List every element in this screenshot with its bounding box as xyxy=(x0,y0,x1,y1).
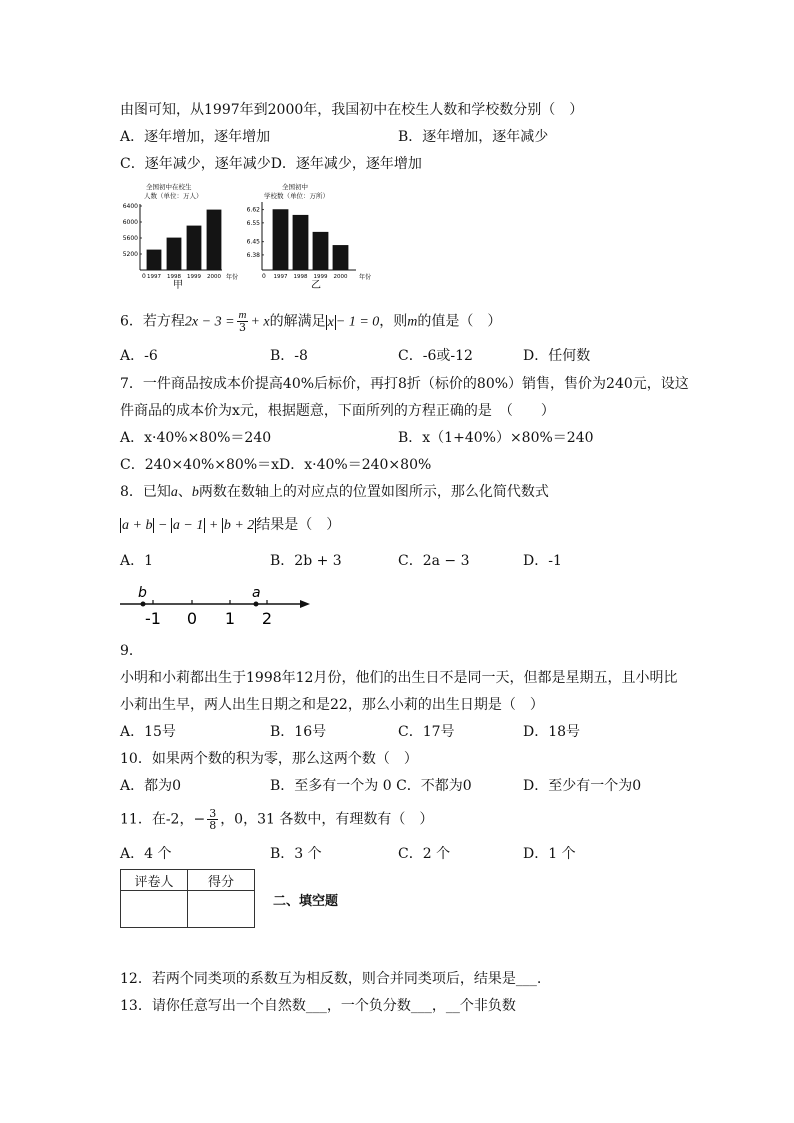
chart-yi-xtick-1999: 1999 xyxy=(313,274,328,280)
number-line-tick-1: 1 xyxy=(224,609,236,628)
chart-yi-bar-1999 xyxy=(313,232,328,270)
q6-option-d: D．任何数 xyxy=(523,348,591,364)
number-line-point-a: a xyxy=(252,585,261,601)
q5-option-cd: C．逐年减少，逐年减少D．逐年减少，逐年增加 xyxy=(120,156,422,172)
q9-option-c: C．17号 xyxy=(398,724,455,740)
q8-expression: a + b − a − 1 + b + 2 结果是（ ） xyxy=(122,517,341,533)
chart-jia-bar-1997 xyxy=(147,250,161,270)
q8-option-b: B．2b + 3 xyxy=(270,553,342,569)
q10-stem: 10．如果两个数的积为零，那么这两个数（ ） xyxy=(120,751,418,767)
q9-line-1: 小明和小莉都出生于1998年12月份，他们的出生日不是同一天，但都是星期五，且小明比 xyxy=(120,670,678,686)
chart-yi-bar-1998 xyxy=(293,215,308,270)
score-table-grader-cell[interactable] xyxy=(121,891,188,928)
chart-jia-ytick-1: 6000 xyxy=(122,219,138,226)
q11-option-a: A．4 个 xyxy=(120,846,172,862)
q13-stem: 13．请你任意写出一个自然数___，一个负分数___，__个非负数 xyxy=(120,998,516,1014)
chart-jia-title-1: 全国初中在校生 xyxy=(146,183,192,191)
chart-jia-title-2: 人数（单位：万人） xyxy=(144,192,203,200)
q10-option-d: D．至少有一个为0 xyxy=(523,778,642,794)
number-line-point-b: b xyxy=(138,585,147,601)
q11-option-b: B．3 个 xyxy=(270,846,322,862)
q8-option-c: C．2a − 3 xyxy=(398,553,470,569)
q11-stem: 11．在-2，− $\frac{3}{8}$ ，0，31 各数中，有理数有（ ） xyxy=(120,807,434,832)
q8-stem: 8．已知a、b两数在数轴上的对应点的位置如图所示，那么化简代数式 xyxy=(120,484,549,500)
chart-yi xyxy=(242,180,376,292)
chart-jia xyxy=(116,180,240,292)
q7-line-1: 7．一件商品按成本价提高40%后标价，再打8折（标价的80%）销售，售价为240元，设这 xyxy=(120,376,689,392)
chart-jia-bar-1998 xyxy=(167,238,181,270)
q5-stem: 由图可知，从1997年到2000年，我国初中在校生人数和学校数分别（ ） xyxy=(120,102,584,118)
chart-yi-bar-2000 xyxy=(333,245,348,270)
q12-stem: 12．若两个同类项的系数互为相反数，则合并同类项后，结果是___. xyxy=(120,971,542,987)
number-line-tick-0: 0 xyxy=(186,609,198,628)
q8-option-a: A．1 xyxy=(120,553,154,569)
q9-option-d: D．18号 xyxy=(523,724,581,740)
q11-option-d: D．1 个 xyxy=(523,846,576,862)
chart-yi-xtick-1998: 1998 xyxy=(293,274,308,280)
chart-jia-origin: 0 xyxy=(142,273,146,280)
score-table-grader-header: 评卷人 xyxy=(121,870,188,891)
q11-option-c: C．2 个 xyxy=(398,846,451,862)
q7-option-b: B．x（1+40%）×80%＝240 xyxy=(398,430,594,446)
q9-option-a: A．15号 xyxy=(120,724,176,740)
chart-jia-ytick-0: 6400 xyxy=(122,203,138,210)
chart-jia-ytick-3: 5200 xyxy=(122,251,138,258)
chart-jia-xlabel: 年份 xyxy=(226,274,239,281)
chart-yi-bar-1997 xyxy=(273,210,288,270)
score-table-score-cell[interactable] xyxy=(188,891,255,928)
q9-number: 9． xyxy=(120,643,143,659)
chart-jia-xtick-2000: 2000 xyxy=(207,274,221,280)
chart-jia-bar-2000 xyxy=(207,210,221,270)
q9-option-b: B．16号 xyxy=(270,724,327,740)
chart-yi-origin: 0 xyxy=(262,273,266,280)
chart-jia-xtick-1997: 1997 xyxy=(147,274,161,280)
q6-fraction: $\frac{m}{3}$ xyxy=(238,309,247,334)
q8-option-d: D．-1 xyxy=(523,553,562,569)
chart-jia-xtick-1999: 1999 xyxy=(187,274,201,280)
q6-stem: 6．若方程2x − 3 = $\frac{m}{3}$ + x的解满足 x − 1 = 0，则m的值是（ ） xyxy=(120,309,502,334)
chart-jia-bar-1999 xyxy=(187,226,201,270)
chart-yi-ytick-0: 6.62 xyxy=(246,206,260,214)
q7-option-a: A．x·40%×80%＝240 xyxy=(120,430,272,446)
score-table xyxy=(120,869,255,928)
chart-yi-title-2: 学校数（单位：万所） xyxy=(264,192,329,200)
chart-jia-caption: 甲 xyxy=(173,280,183,291)
number-line xyxy=(116,582,316,628)
score-table-score-header: 得分 xyxy=(188,870,255,891)
chart-yi-ytick-3: 6.38 xyxy=(246,251,260,259)
chart-yi-title-1: 全国初中 xyxy=(282,183,308,191)
chart-yi-xlabel: 年份 xyxy=(359,274,372,281)
q6-option-b: B．-8 xyxy=(270,348,308,364)
chart-jia-ytick-2: 5600 xyxy=(122,235,138,242)
section-title: 二、填空题 xyxy=(273,894,339,909)
chart-yi-ytick-2: 6.45 xyxy=(246,238,260,246)
number-line-tick--1: -1 xyxy=(145,609,161,628)
q6-option-a: A．-6 xyxy=(120,348,158,364)
q5-option-b: B．逐年增加，逐年减少 xyxy=(398,129,549,145)
q9-line-2: 小莉出生早，两人出生日期之和是22，那么小莉的出生日期是（ ） xyxy=(120,697,544,713)
q10-option-a: A．都为0 xyxy=(120,778,182,794)
q11-fraction: $\frac{3}{8}$ xyxy=(209,807,217,832)
chart-yi-xtick-1997: 1997 xyxy=(273,274,288,280)
q7-line-2: 件商品的成本价为x元，根据题意，下面所列的方程正确的是 （ ） xyxy=(120,403,555,419)
q7-option-cd: C．240×40%×80%＝xD．x·40%＝240×80% xyxy=(120,457,432,473)
number-line-tick-2: 2 xyxy=(261,609,273,628)
chart-yi-xtick-2000: 2000 xyxy=(333,274,348,280)
chart-jia-xtick-1998: 1998 xyxy=(167,274,181,280)
q5-option-a: A．逐年增加，逐年增加 xyxy=(120,129,271,145)
chart-yi-caption: 乙 xyxy=(311,280,321,291)
chart-yi-ytick-1: 6.55 xyxy=(246,219,260,227)
q10-option-bc: B．至多有一个为 0 C．不都为0 xyxy=(270,778,472,794)
q6-option-c: C．-6或-12 xyxy=(398,348,473,364)
